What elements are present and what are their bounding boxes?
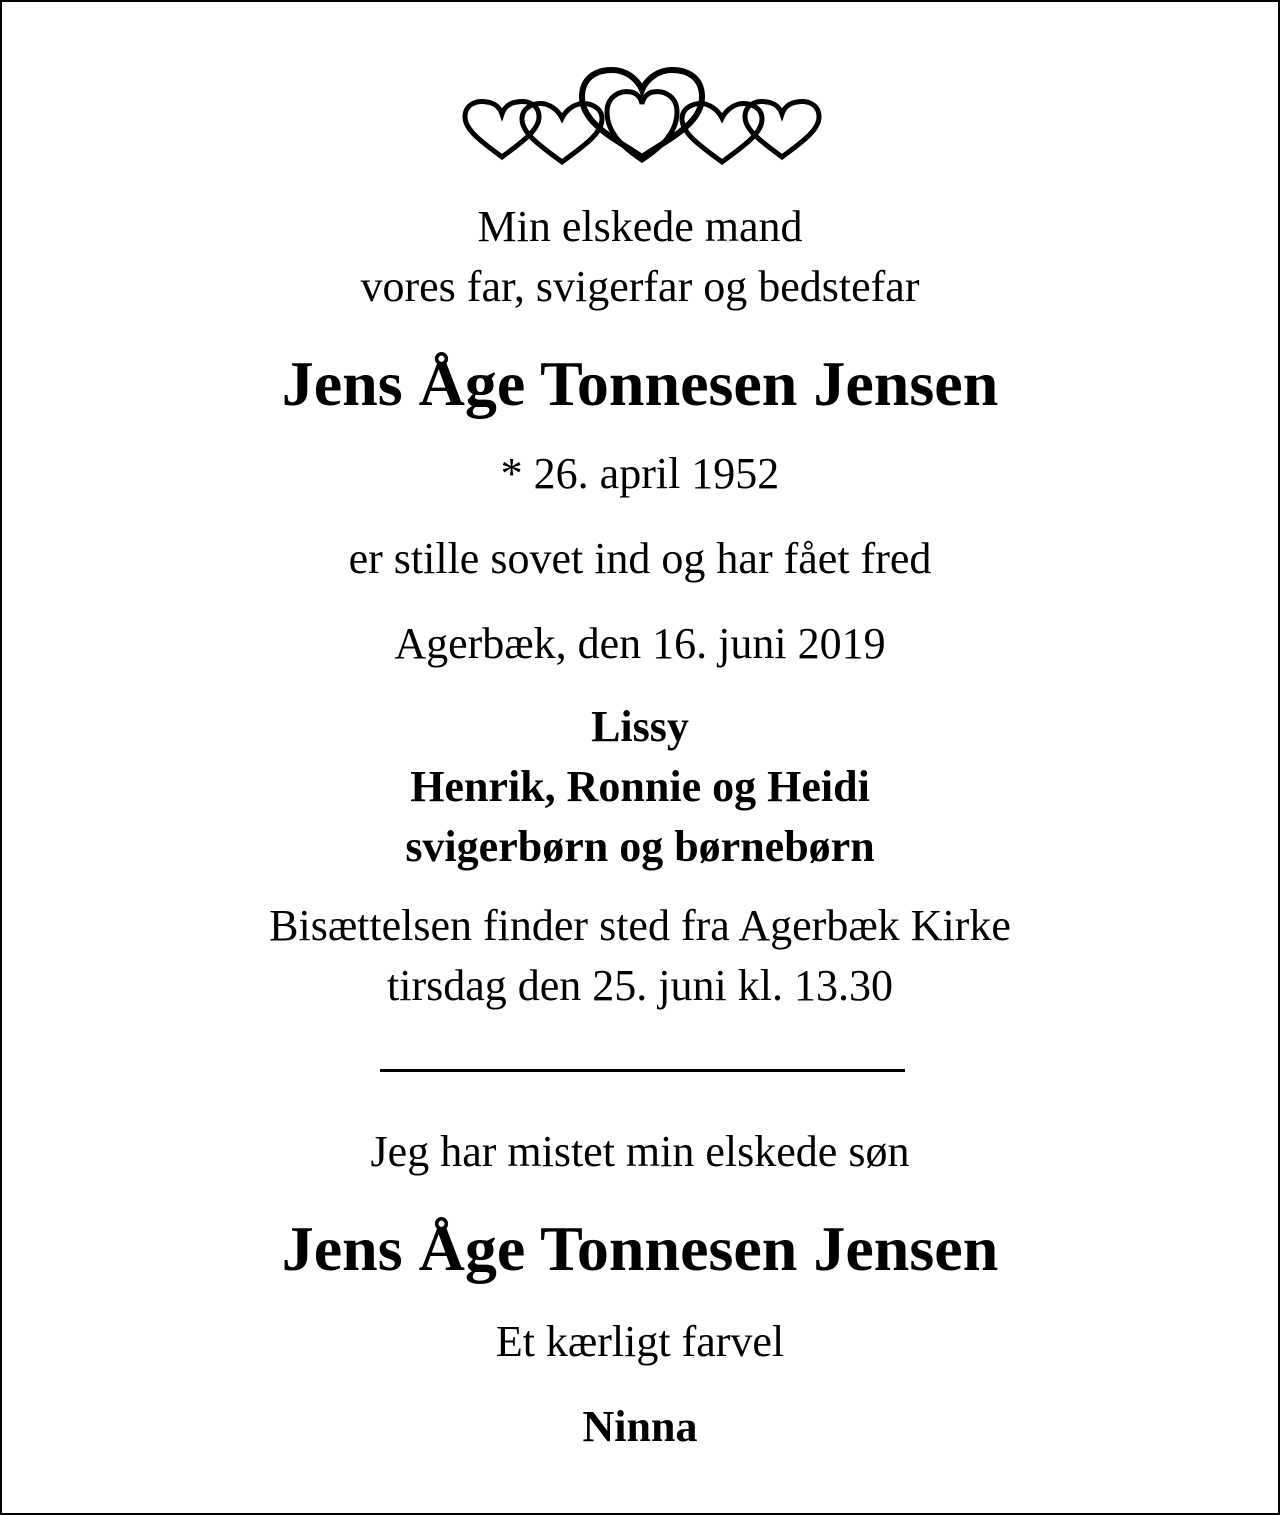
deceased-name: Jens Åge Tonnesen Jensen [281,348,999,419]
signer-line: Lissy [591,702,689,751]
signer-line: svigerbørn og børnebørn [405,822,875,871]
birth-date: * 26. april 1952 [500,449,780,498]
funeral-line-1: Bisættelsen finder sted fra Agerbæk Kirke [269,901,1011,950]
large-heart-right [607,92,677,160]
signer-line: Henrik, Ronnie og Heidi [410,762,870,811]
intro-line-2: vores far, svigerfar og bedstefar [360,262,920,311]
funeral-line-2: tirsdag den 25. juni kl. 13.30 [387,961,893,1010]
place-and-date: Agerbæk, den 16. juni 2019 [394,619,886,668]
separator-line [380,1069,905,1072]
intro-line-1: Min elskede mand [477,202,803,251]
second-intro: Jeg har mistet min elskede søn [370,1127,910,1176]
second-deceased-name: Jens Åge Tonnesen Jensen [281,1213,999,1284]
second-signer: Ninna [582,1402,698,1451]
death-phrase: er stille sovet ind og har fået fred [348,534,932,583]
intertwined-hearts-icon [457,62,827,172]
farewell-line: Et kærligt farvel [495,1317,785,1366]
